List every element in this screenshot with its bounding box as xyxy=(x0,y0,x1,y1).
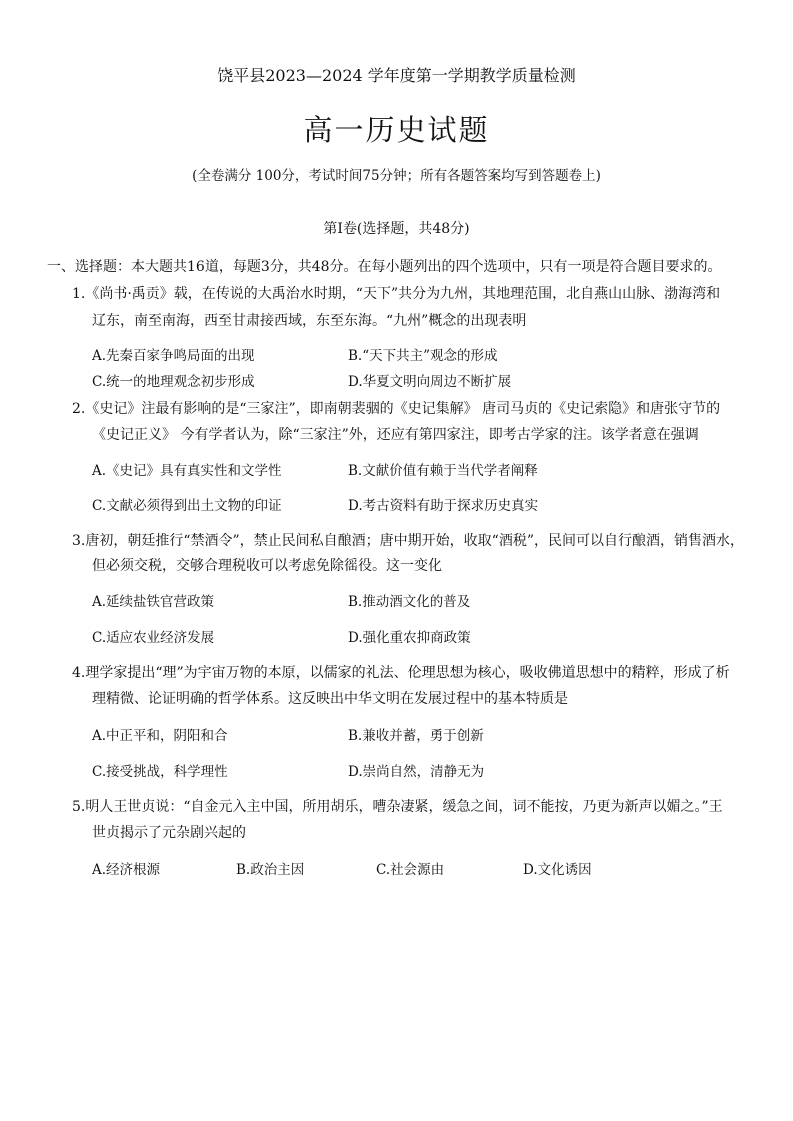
question-4-option-c: C.接受挑战，科学理性 xyxy=(92,764,228,780)
question-1-option-d: D.华夏文明向周边不断扩展 xyxy=(348,374,512,390)
question-3-line-1: 3.唐初，朝廷推行“禁酒令”，禁止民间私自酿酒；唐中期开始，收取“酒税”，民间可以自行酿酒，销售酒水， xyxy=(72,533,744,549)
question-5-option-a: A.经济根源 xyxy=(92,862,161,878)
question-5-option-c: C.社会源由 xyxy=(376,862,445,878)
question-3-line-2: 但必须交税，交够合理税收可以考虑免除徭役。这一变化 xyxy=(92,558,442,574)
question-5-option-b: B.政治主因 xyxy=(236,862,305,878)
question-3-option-d: D.强化重农抑商政策 xyxy=(348,630,471,646)
question-2-option-c: C.文献必须得到出土文物的印证 xyxy=(92,498,282,514)
question-5-line-1: 5.明人王世贞说：“自金元入主中国，所用胡乐，嘈杂凄紧，缓急之间，词不能按，乃更为新声以媚之。”王 xyxy=(72,799,723,815)
question-5-option-d: D.文化诱因 xyxy=(523,862,592,878)
question-1-option-b: B.“天下共主”观念的形成 xyxy=(348,348,498,364)
exam-title: 高一历史试题 xyxy=(303,113,490,147)
question-5-line-2: 世贞揭示了元杂剧兴起的 xyxy=(92,825,246,841)
question-1-line-1: 1.《尚书·禹贡》载，在传说的大禹治水时期，“天下”共分为九州，其地理范围，北自燕山山脉、渤海湾和 xyxy=(72,286,721,302)
question-2-line-1: 2.《史记》注最有影响的是“三家注”，即南朝裴骃的《史记集解》 唐司马贞的《史记索隐》和唐张守节的 xyxy=(72,401,721,417)
part-heading: 第Ⅰ卷(选择题，共48分) xyxy=(323,221,470,237)
question-1-option-a: A.先秦百家争鸣局面的出现 xyxy=(92,348,255,364)
question-2-option-b: B.文献价值有赖于当代学者阐释 xyxy=(348,463,538,479)
question-4-line-1: 4.理学家提出“理”为宇宙万物的本原，以儒家的礼法、伦理思想为核心，吸收佛道思想中的精粹，形成了析 xyxy=(72,665,730,681)
question-4-option-a: A.中正平和，阴阳和合 xyxy=(92,728,228,744)
section-instructions: 一、选择题：本大题共16道，每题3分，共48分。在每小题列出的四个选项中，只有一项是符合题目要求的。 xyxy=(47,259,722,275)
question-2-option-a: A.《史记》具有真实性和文学性 xyxy=(92,463,282,479)
question-1-line-2: 辽东，南至南海，西至甘肃接西域，东至东海。“九州”概念的出现表明 xyxy=(92,313,527,329)
question-2-option-d: D.考古资料有助于探求历史真实 xyxy=(348,498,539,514)
question-1-option-c: C.统一的地理观念初步形成 xyxy=(92,374,255,390)
question-4-option-b: B.兼收并蓄，勇于创新 xyxy=(348,728,484,744)
question-3-option-c: C.适应农业经济发展 xyxy=(92,630,215,646)
exam-subtitle: (全卷满分 100分，考试时间75分钟；所有各题答案均写到答题卷上) xyxy=(192,168,601,184)
question-3-option-a: A.延续盐铁官营政策 xyxy=(92,594,215,610)
question-4-line-2: 理精微、论证明确的哲学体系。这反映出中华文明在发展过程中的基本特质是 xyxy=(92,691,568,707)
exam-header: 饶平县2023—2024 学年度第一学期教学质量检测 xyxy=(217,66,576,85)
question-4-option-d: D.崇尚自然，清静无为 xyxy=(348,764,485,780)
question-2-line-2: 《史记正义》 今有学者认为，除“三家注”外，还应有第四家注，即考古学家的注。该学者意在强调 xyxy=(92,427,699,443)
question-3-option-b: B.推动酒文化的普及 xyxy=(348,594,471,610)
